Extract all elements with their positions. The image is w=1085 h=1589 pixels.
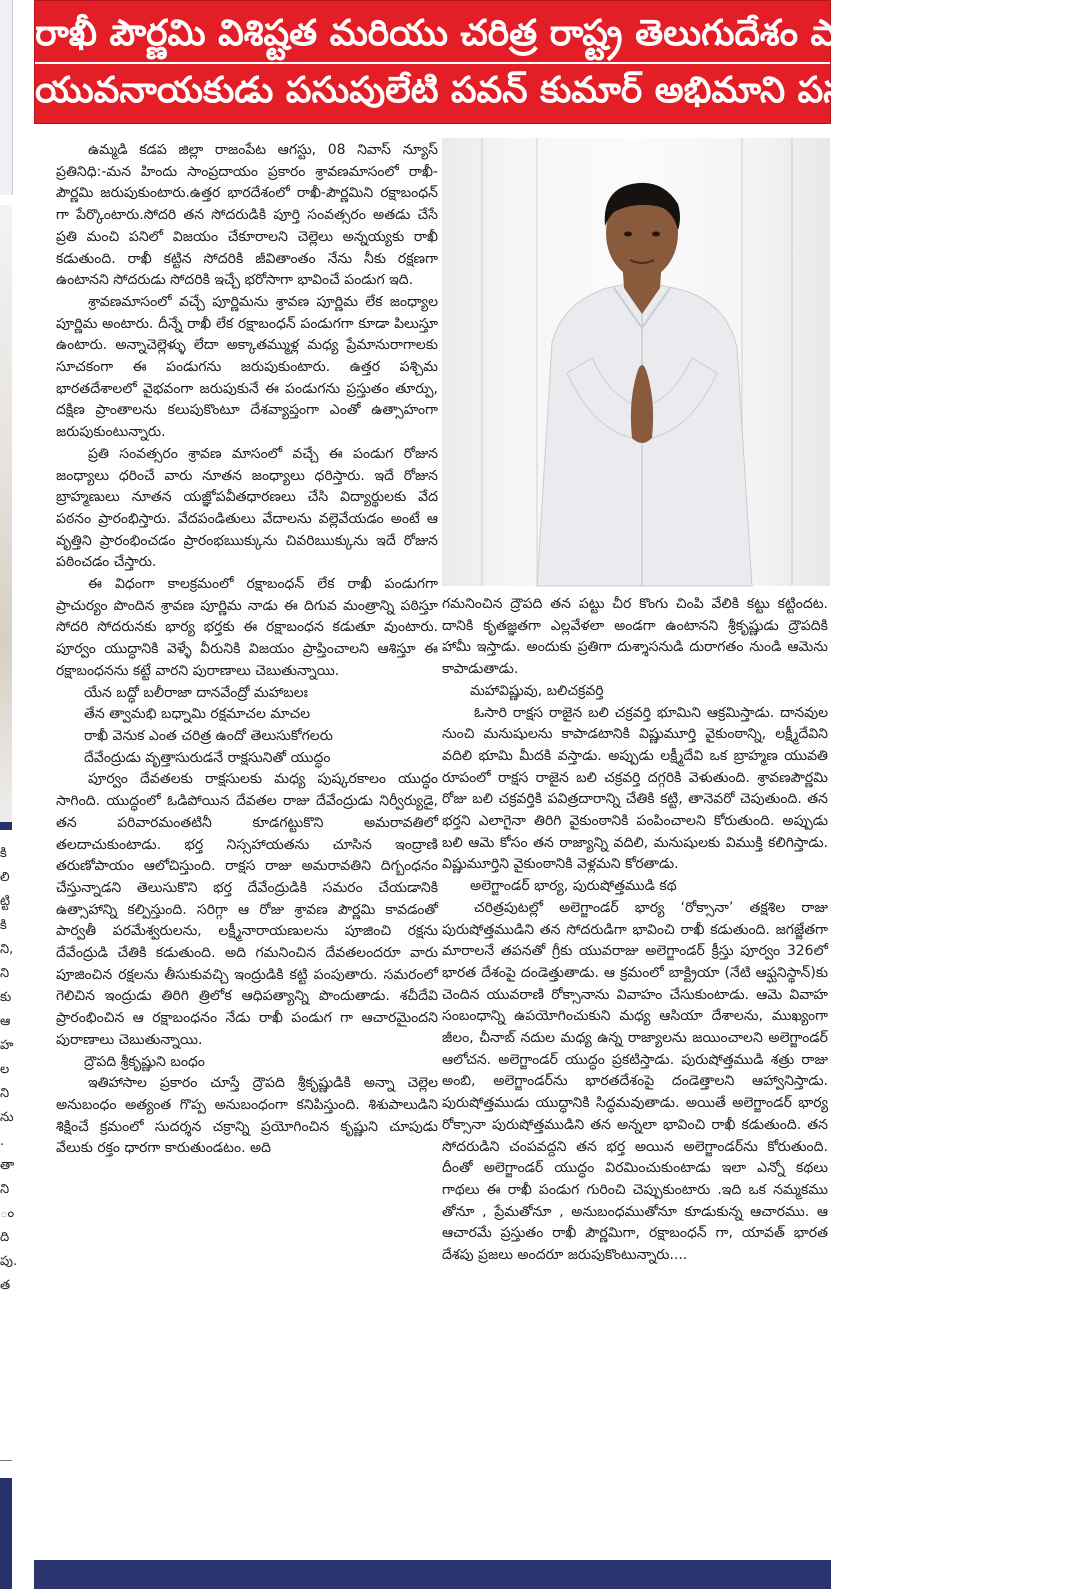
neighbour-photo-fragment <box>0 205 12 830</box>
neighbour-text-fragment: ట్టి <box>0 894 11 909</box>
paragraph: ఓసారి రాక్షస రాజైన బలి చక్రవర్తి భూమిని ఆక్రమిస్తాడు. దానవుల నుంచి మనుషులను కాపాడటానికి విష్ణుమూర్తి వైకుంఠాన్ని, లక్ష్మీదేవిని వదిలి భూమి మీదకి వస్తాడు. అప్పుడు లక్ష్మీదేవి ఒక బ్రాహ్మణ యువతి రూపంలో రాక్షస రాజైన బలి చక్రవర్తి దగ్గరికి వెళుతుంది. శ్రావణపౌర్ణమి రోజు బలి చక్రవర్తికి పవిత్రదారాన్ని చేతికి కట్టి, తానెవరో చెపుతుంది. తన భర్తని ఎలాగైనా తిరిగి వైకుంఠానికి పంపించాలని కోరుతుంది. అప్పుడు బలి ఆమె కోసం తన రాజ్యాన్ని వదిలి, మనుషులకు విముక్తి కలిగిస్తాడు. విష్ణుమూర్తిని వైకుంఠానికి వెళ్లమని కోరతాడు. <box>442 704 828 873</box>
neighbour-text-fragment: ల <box>0 1062 10 1077</box>
neighbour-text-fragment: ని <box>0 1182 10 1197</box>
article-right-column <box>442 594 828 1267</box>
paragraph: శ్రావణమాసంలో వచ్చే పూర్ణిమను శ్రావణ పూర్ణిమ లేక జంధ్యాల పూర్ణిమ అంటారు. దీన్నే రాఖీ లేక రక్షాబంధన్ పండుగగా కూడా పిలుస్తూ ఉంటారు. అన్నాచెల్లెళ్ళు లేదా అక్కాతమ్ముళ్ల మధ్య ప్రేమానురాగాలకు సూచకంగా ఈ పండుగను జరుపుకుంటారు. ఉత్తర పశ్చిమ భారతదేశాలలో వైభవంగా జరుపుకునే ఈ పండుగను ప్రస్తుతం తూర్పు, దక్షిణ ప్రాంతాలను కలుపుకొంటూ దేశవ్యాప్తంగా ఎంతో ఉత్సాహంగా జరుపుకుంటున్నారు. <box>56 293 438 441</box>
paragraph: ఉమ్మడి కడప జిల్లా రాజంపేట ఆగస్టు, 08 నివాస్ న్యూస్ ప్రతినిధి:-మన హిందు సాంప్రదాయం ప్రకారం శ్రావణమాసంలో రాఖీ-పౌర్ణమి జరుపుకుంటారు.ఉత్తర భారదేశంలో రాఖీ-పౌర్ణమిని రక్షాబంధన్ గా పేర్కొంటారు.సోదరి తన సోదరుడికి పూర్తి సంవత్సరం అతడు చేసే ప్రతి మంచి పనిలో విజయం చేకూరాలని చెల్లెలు అన్నయ్యకు రాఖీ కడుతుంది. రాఖీ కట్టిన సోదరికి జీవితాంతం నేను నీకు రక్షణగా ఉంటానని సోదరుడు సోదరికి ఇచ్చే భరోసాగా భావించే పండుగ ఇది. <box>56 142 438 289</box>
neighbour-text-fragment: ం <box>0 1206 15 1221</box>
neighbour-blue-panel <box>0 1478 12 1589</box>
neighbour-page-edge <box>0 0 18 1589</box>
neighbour-text-fragment: కి <box>0 846 7 861</box>
headline-line-2: యువనాయకుడు పసుపులేటి పవన్ కుమార్ అభిమాని పసుపులేటి వినోద్... <box>35 70 1085 111</box>
article-left-column <box>56 140 438 1160</box>
neighbour-text-fragment: కు <box>0 990 12 1005</box>
neighbour-text-fragment: కి <box>0 918 7 933</box>
verse-line: తేన త్వామభి బధ్నామి రక్షమాచల మాచల <box>84 706 311 723</box>
paragraph: ఈ విధంగా కాలక్రమంలో రక్షాబంధన్ లేక రాఖీ పండుగగా ప్రాచుర్యం పొందిన శ్రావణ పూర్ణిమ నాడు ఈ దిగువ మంత్రాన్ని పఠిస్తూ సోదరి సోదరునకు భార్య భర్తకు ఈ రక్షాబంధన కడుతూ వుంటారు. పూర్వం యుద్ధానికి వెళ్ళే వీరునికి విజయం ప్రాప్తించాలని ఆశిస్తూ ఈ రక్షాబంధనను కట్టే వారని పురాణాలు చెబుతున్నాయి. <box>56 576 438 679</box>
subheading-draupadi: ద్రౌపది శ్రీకృష్ణుని బంధం <box>84 1053 205 1070</box>
neighbour-text-fragment: ని <box>0 966 10 981</box>
neighbour-text-fragment: తా <box>0 1158 15 1173</box>
neighbour-text-fragment: ది <box>0 1230 10 1245</box>
subheading-bali: మహావిష్ణువు, బలిచక్రవర్తి <box>470 682 604 699</box>
paragraph: పూర్వం దేవతలకు రాక్షసులకు మధ్య పుష్కరకాలం యుద్ధం సాగింది. యుద్ధంలో ఓడిపోయిన దేవతల రాజు దేవేంద్రుడు నిర్వీర్యుడై, తన పరివారమంతటినీ కూడగట్టుకొని అమరావతిలో తలదాచుకుంటాడు. భర్త నిస్సహాయతను చూసిన ఇంద్రాణి తరుణోపాయం ఆలోచిస్తుంది. రాక్షస రాజు అమరావతిని దిగ్బంధనం చేస్తున్నాడని తెలుసుకొని భర్త దేవేంద్రుడికి సమరం చేయడానికి ఉత్సాహాన్ని కల్పిస్తుంది. సరిగ్గా ఆ రోజు శ్రావణ పౌర్ణమి కావడంతో పార్వతీ పరమేశ్వరులను, లక్ష్మీనారాయణులను పూజించి రక్షను దేవేంద్రుడి చేతికి కడుతుంది. అది గమనించిన దేవతలందరూ వారు పూజించిన రక్షలను తీసుకువచ్చి ఇంద్రుడికి కట్టి పంపుతారు. సమరంలో గెలిచిన ఇంద్రుడు తిరిగి త్రిలోక ఆధిపత్యాన్ని పొందుతాడు. శచీదేవి ప్రారంభించిన ఆ రక్షాబంధనం నేడు రాఖీ పండుగ గా ఆచారమైందని పురాణాలు చెబుతున్నాయి. <box>56 771 438 1048</box>
neighbour-text-fragment: హ <box>0 1038 14 1053</box>
headline-banner <box>34 0 1085 124</box>
subheading-alexander: అలెగ్జాండర్ భార్య, పురుషోత్తముడి కథ <box>470 878 677 895</box>
neighbour-text-fragment: త <box>0 1278 11 1293</box>
person-portrait-image <box>442 138 830 586</box>
neighbour-rule <box>0 822 12 830</box>
neighbour-text-fragment: . <box>0 1134 5 1149</box>
paragraph: చరిత్రపుటల్లో అలెగ్జాండర్ భార్య ‘రోక్సానా’ తక్షశిల రాజు పురుషోత్తముడిని తన సోదరుడిగా భావించి రాఖీ కడుతుంది. జగజ్జేతగా మారాలనే తపనతో గ్రీకు యువరాజు అలెగ్జాండర్ క్రీస్తు పూర్వం 326లో భారత దేశంపై దండెత్తుతాడు. ఆ క్రమంలో బాక్ట్రియా (నేటి ఆఫ్ఘనిస్థాన్)కు చెందిన యువరాణి రోక్సానాను వివాహం చేసుకుంటాడు. ఆమె వివాహ సంబంధాన్ని ఉపయోగించుకుని మధ్య ఆసియా దేశాలను, ముఖ్యంగా జీలం, చీనాబ్ నదుల మధ్య ఉన్న రాజ్యాలను జయించాలని అలెగ్జాండర్ ఆలోచన. అలెగ్జాండర్ యుద్ధం ప్రకటిస్తాడు. పురుషోత్తముడి శత్రు రాజు అంబి, అలెగ్జాండర్‌ను భారతదేశంపై దండెత్తాలని ఆహ్వానిస్తాడు. పురుషోత్తముడు యుద్ధానికి సిద్ధమవుతాడు. అయితే అలెగ్జాండర్ భార్య రోక్సానా పురుషోత్తముడిని తన అన్నలా భావించి రాఖీ కడుతుంది. తన సోదరుడిని చంపవద్దని తన భర్త అయిన అలెగ్జాండర్‌ను కోరుతుంది. దీంతో అలెగ్జాండర్ యుద్ధం విరమించుకుంటాడు ఇలా ఎన్నో కథలు గాథలు ఈ రాఖీ పండుగ గురించి చెప్పుకుంటారు .ఇది ఒక నమ్మకము తోనూ , ప్రేమతోనూ , అనుబంధముతోనూ కూడుకున్న ఆచారము. ఆ ఆచారమే ప్రస్తుతం రాఖీ పౌర్ణమిగా, రక్షాబంధన్ గా, యావత్ భారత దేశపు ప్రజలు అందరూ జరుపుకొంటున్నారు.... <box>442 899 828 1264</box>
subheading: రాఖీ వెనుక ఎంత చరిత్ర ఉందో తెలుసుకోగలరు <box>84 727 333 744</box>
neighbour-text-fragment: ని <box>0 1086 10 1101</box>
neighbour-text-fragment: ఆ <box>0 1014 11 1029</box>
neighbour-text-fragment: ని, <box>0 942 14 957</box>
paragraph: గమనించిన ద్రౌపది తన పట్టు చీర కొంగు చింపి వేలికి కట్టు కట్టిందట. దానికి కృతజ్ఞతగా ఎల్లవేళలా అండగా ఉంటానని శ్రీకృష్ణుడు ద్రౌపదికి హామీ ఇస్తాడు. అందుకు ప్రతిగా దుశ్శాసనుడి దురాగతం నుండి ఆమెను కాపాడుతాడు. <box>442 596 828 678</box>
neighbour-text-fragment: పు. <box>0 1254 18 1269</box>
headline-line-1: రాఖీ పౌర్ణమి విశిష్టత మరియు చరిత్ర రాష్ట్ర తెలుగుదేశం పార్టీ <box>35 13 869 54</box>
neighbour-text-fragment: ను <box>0 1110 14 1125</box>
paragraph: ప్రతి సంవత్సరం శ్రావణ మాసంలో వచ్చే ఈ పండుగ రోజున జంధ్యాలు ధరించే వారు నూతన జంధ్యాలు ధరిస్తారు. ఇదే రోజున బ్రాహ్మణులు నూతన యజ్ఞోపవీతధారణలు చేసి విద్యార్థులకు వేద పఠనం ప్రారంభిస్తారు. వేదపండితులు వేదాలను వల్లెవేయడం అంటే ఆ వృత్తిని ప్రారంభించడం ప్రారంభఋక్కును చివరిఋక్కును ఇదే రోజున పఠించడం చేస్తారు. <box>56 445 438 571</box>
neighbour-rule <box>0 1460 12 1461</box>
verse-line: యేన బద్ధో బలీరాజా దానవేంద్రో మహాబలః <box>84 684 308 701</box>
footer-bar <box>34 1560 831 1589</box>
neighbour-photo-fragment <box>0 0 13 195</box>
neighbour-text-fragments <box>0 842 18 1298</box>
neighbour-text-fragment: లి <box>0 870 10 885</box>
portrait-photo <box>442 138 830 586</box>
subheading: దేవేంద్రుడు వృత్తాసురుడనే రాక్షసునితో యుద్ధం <box>84 749 331 766</box>
paragraph: ఇతిహాసాల ప్రకారం చూస్తే ద్రౌపది శ్రీకృష్ణుడికి అన్నా చెల్లెల అనుబంధం అత్యంత గొప్ప అనుబంధంగా కనిపిస్తుంది. శిశుపాలుడిని శిక్షించే క్రమంలో సుదర్శన చక్రాన్ని ప్రయోగించిన కృష్ణుని చూపుడు వేలుకు రక్తం ధారగా కారుతుండటం. అది <box>56 1075 438 1157</box>
